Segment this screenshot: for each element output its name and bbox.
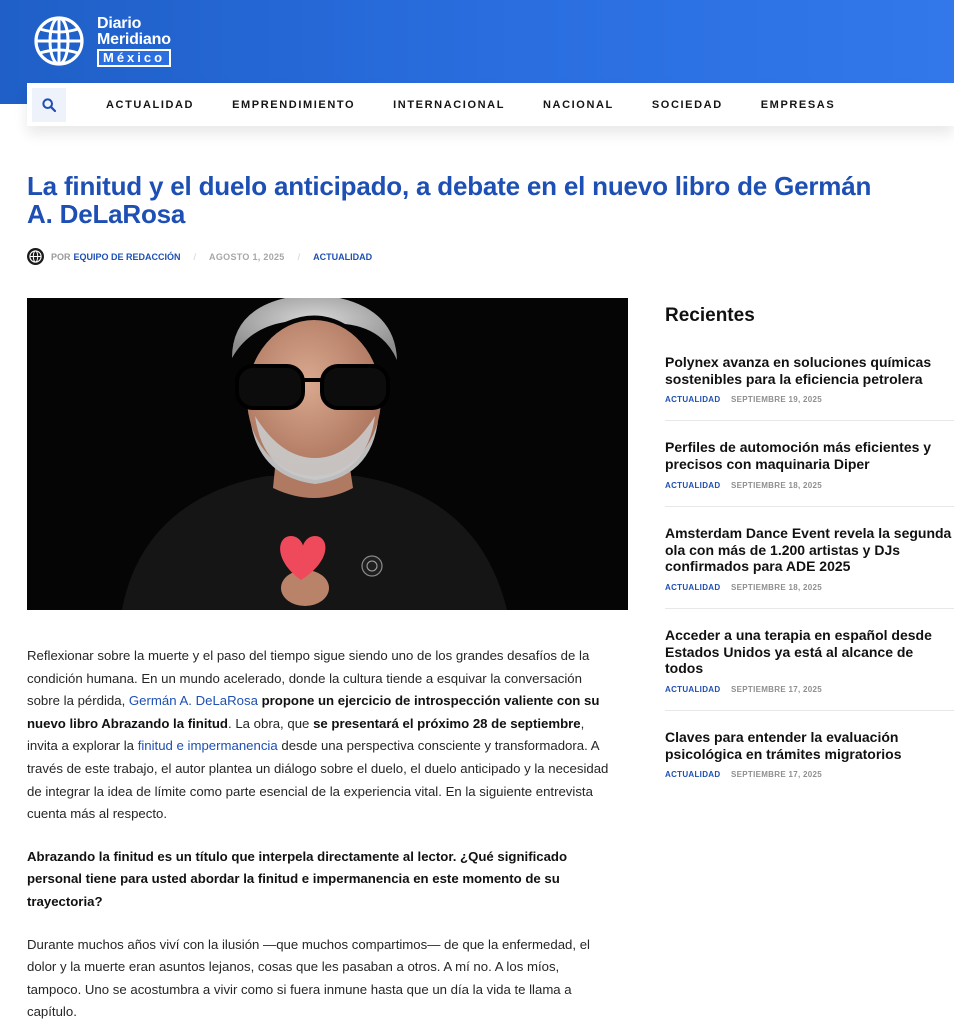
nav-item-actualidad[interactable]: ACTUALIDAD (106, 98, 195, 111)
site-logo[interactable] (27, 15, 171, 67)
author-avatar-globe-icon (27, 248, 44, 265)
paragraph-bold: propone un ejercicio de introspección valiente con su nuevo libro Abrazando la finitud (27, 693, 600, 731)
interview-question (27, 846, 617, 914)
recent-post-meta (665, 395, 954, 404)
recent-post-category[interactable]: ACTUALIDAD (665, 582, 721, 592)
recent-post-title[interactable]: Polynex avanza en soluciones químicas sostenibles para la eficiencia petrolera (665, 354, 932, 387)
meta-separator: / (193, 251, 197, 262)
recent-post-date: SEPTIEMBRE 17, 2025 (730, 685, 823, 695)
nav-item-empresas[interactable]: EMPRESAS (760, 98, 836, 111)
recent-post-title[interactable]: Acceder a una terapia en español desde Estados Unidos ya está al alcance de todos (665, 626, 932, 677)
topic-link[interactable]: finitud e impermanencia (137, 738, 278, 754)
author-portrait-illustration (27, 298, 628, 610)
recent-post (665, 354, 954, 421)
recent-post-meta (665, 481, 954, 490)
nav-item-sociedad[interactable]: SOCIEDAD (651, 98, 723, 111)
recent-post-category[interactable]: ACTUALIDAD (665, 770, 721, 780)
recent-post-date: SEPTIEMBRE 17, 2025 (730, 770, 823, 780)
nav-item-nacional[interactable]: NACIONAL (543, 98, 614, 111)
main-nav (27, 83, 954, 126)
article-title: La finitud y el duelo anticipado, a debate en el nuevo libro de Germán A. DeLaRosa (27, 171, 872, 229)
recent-post-date: SEPTIEMBRE 18, 2025 (730, 582, 823, 592)
recent-posts-sidebar (665, 305, 954, 813)
globe-logo-icon (27, 15, 91, 67)
paragraph-text: Reflexionar sobre la muerte y el paso del tiempo sigue siendo uno de los grandes desafíos de la condición humana. En un mundo acelerado, donde la cultura tiende a esquivar la conversación sobre la pérdida, (27, 648, 590, 709)
recent-post (665, 627, 954, 711)
recent-post-meta (665, 583, 954, 592)
logo-line-2: Meridiano (97, 30, 171, 48)
article-meta (27, 248, 372, 265)
recent-post-date: SEPTIEMBRE 18, 2025 (730, 480, 823, 490)
article-hero-image (27, 298, 628, 610)
nav-item-internacional[interactable]: INTERNACIONAL (393, 98, 506, 111)
logo-country: México (97, 49, 171, 67)
meta-category-link[interactable]: ACTUALIDAD (313, 251, 373, 262)
meta-date: AGOSTO 1, 2025 (209, 251, 285, 262)
meta-author-link[interactable]: EQUIPO DE REDACCIÓN (73, 251, 181, 262)
recent-post (665, 439, 954, 506)
recent-post-category[interactable]: ACTUALIDAD (665, 685, 721, 695)
search-button[interactable] (32, 88, 66, 122)
nav-items (106, 99, 873, 111)
paragraph-text: , invita a explorar la (27, 715, 585, 754)
recent-post-category[interactable]: ACTUALIDAD (665, 480, 721, 490)
recent-post-title[interactable]: Perfiles de automoción más eficientes y precisos con maquinaria Diper (665, 439, 932, 473)
article-paragraph-answer: Durante muchos años viví con la ilusión —que muchos compartimos— de que la enfermedad, el dolor y la muerte eran asuntos lejanos, cosas que les pasaban a otros. A mí no. A los míos, tampoco. Uno se acostumbra a vivir como si fuera inmune hasta que un día la vida te llama a capítulo. (27, 936, 590, 1020)
recent-post (665, 525, 954, 609)
sidebar-title: Recientes (665, 305, 755, 326)
article-body (27, 645, 617, 1024)
search-icon (42, 98, 56, 112)
logo-line-1: Diario (97, 14, 142, 32)
recent-post-meta (665, 770, 954, 779)
meta-by-label: POR (51, 251, 71, 262)
author-link[interactable]: Germán A. DeLaRosa (128, 693, 258, 709)
paragraph-text: . La obra, que (228, 715, 314, 731)
meta-separator: / (297, 251, 301, 262)
recent-post-category[interactable]: ACTUALIDAD (665, 395, 721, 405)
paragraph-text: desde una perspectiva consciente y transformadora. A través de este trabajo, el autor plantea un diálogo sobre el duelo, el duelo anticipado y la necesidad de integrar la idea de límite como parte esencial de la experiencia vital. En la siguiente entrevista cuenta más al respecto. (27, 738, 609, 822)
recent-post-meta (665, 685, 954, 694)
paragraph-bold: se presentará el próximo 28 de septiembre (313, 715, 581, 731)
recent-post (665, 729, 954, 795)
nav-item-emprendimiento[interactable]: EMPRENDIMIENTO (232, 98, 356, 111)
recent-post-title[interactable]: Claves para entender la evaluación psicológica en trámites migratorios (665, 729, 902, 762)
logo-wordmark (97, 16, 171, 67)
article-paragraph-intro (27, 645, 617, 826)
question-text: Abrazando la finitud es un título que interpela directamente al lector. ¿Qué significado personal tiene para usted abordar la finitud e impermanencia en este momento de su trayectoria? (27, 848, 568, 909)
recent-post-title[interactable]: Amsterdam Dance Event revela la segunda ola con más de 1.200 artistas y DJs confirmados para ADE 2025 (665, 524, 952, 575)
recent-post-date: SEPTIEMBRE 19, 2025 (730, 395, 823, 405)
